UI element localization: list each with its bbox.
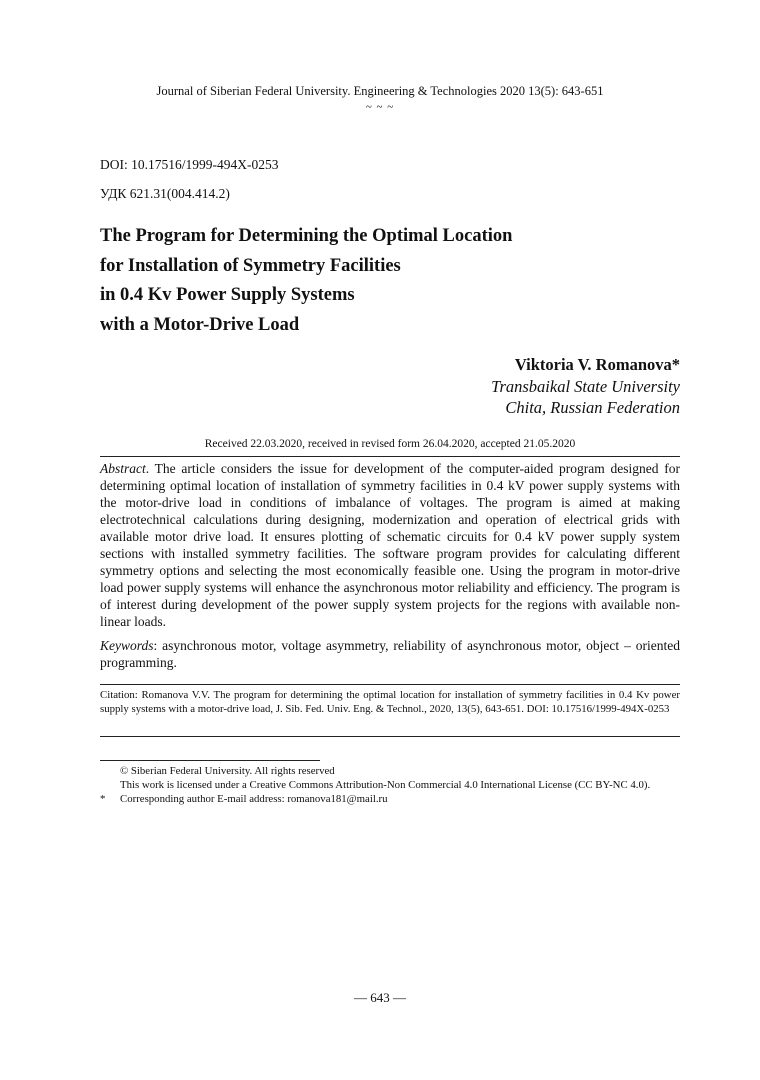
title-line: with a Motor-Drive Load — [100, 314, 300, 335]
footnote-divider — [100, 760, 320, 761]
page-number: — 643 — — [354, 990, 406, 1005]
footnote-corresponding — [100, 792, 700, 806]
abstract — [100, 460, 680, 630]
journal-header: Journal of Siberian Federal University. Engineering & Technologies 2020 13(5): 643-651 — [156, 84, 604, 98]
doi: DOI: 10.17516/1999-494X-0253 — [100, 157, 279, 172]
citation: Citation: Romanova V.V. The program for determining the optimal location for installation of symmetry facilities in 0.4 Kv power supply systems with a motor-drive load, J. Sib. Fed. Univ. Eng. & Technol., 2020, 13(5), 643-651. DOI: 10.17516/1999-494X-0253 — [100, 689, 680, 715]
title-line: in 0.4 Kv Power Supply Systems — [100, 285, 355, 305]
abstract-label: Abstract — [100, 461, 146, 476]
divider — [100, 456, 680, 457]
footnote-license — [100, 778, 700, 792]
udk-code: УДК 621.31(004.414.2) — [100, 186, 230, 201]
footnote-text: Corresponding author E-mail address: romanova181@mail.ru — [120, 793, 388, 805]
divider — [100, 684, 680, 685]
abstract-text: . The article considers the issue for development of the computer-aided program designed for determining optimal location of installation of symmetry facilities in 0.4 kV power supply systems with the motor-drive load in conditions of imbalance of voltages. The program is aimed at making electrotechnical calculations during designing, modernization and operation of electrical grids with available motor drive load. It ensures plotting of schematic circuits for 0.4 kV power supply system sections with installed symmetry facilities. The software program provides for calculating different symmetry options and selecting the most economically feasible one. Using the program in motor-drive load power supply systems will enhance the asynchronous motor reliability and efficiency. The program is of interest during development of the power supply system projects for the regions with available non-linear loads. — [100, 461, 680, 629]
title-line: for Installation of Symmetry Facilities — [100, 255, 401, 276]
title-line: The Program for Determining the Optimal Location — [100, 226, 513, 246]
keywords-label: Keywords — [100, 638, 154, 653]
paper-title — [100, 222, 660, 340]
keywords — [100, 637, 680, 671]
author-affiliation: Transbaikal State University — [491, 376, 680, 396]
keywords-text: : asynchronous motor, voltage asymmetry, reliability of asynchronous motor, object – oriented programming. — [100, 638, 680, 670]
footnote-text: © Siberian Federal University. All rights reserved — [120, 765, 335, 777]
divider — [100, 736, 680, 737]
author-block — [491, 354, 680, 419]
author-name: Viktoria V. Romanova* — [514, 355, 680, 374]
footnote-mark: * — [100, 793, 106, 805]
footnote-copyright — [100, 764, 700, 778]
author-location: Chita, Russian Federation — [505, 398, 680, 417]
footnote-text: This work is licensed under a Creative Commons Attribution-Non Commercial 4.0 International License (CC BY-NC 4.0). — [120, 779, 651, 791]
footnotes — [100, 764, 700, 806]
received-dates: Received 22.03.2020, received in revised form 26.04.2020, accepted 21.05.2020 — [204, 438, 576, 450]
header-ornament: ~ ~ ~ — [365, 101, 395, 113]
